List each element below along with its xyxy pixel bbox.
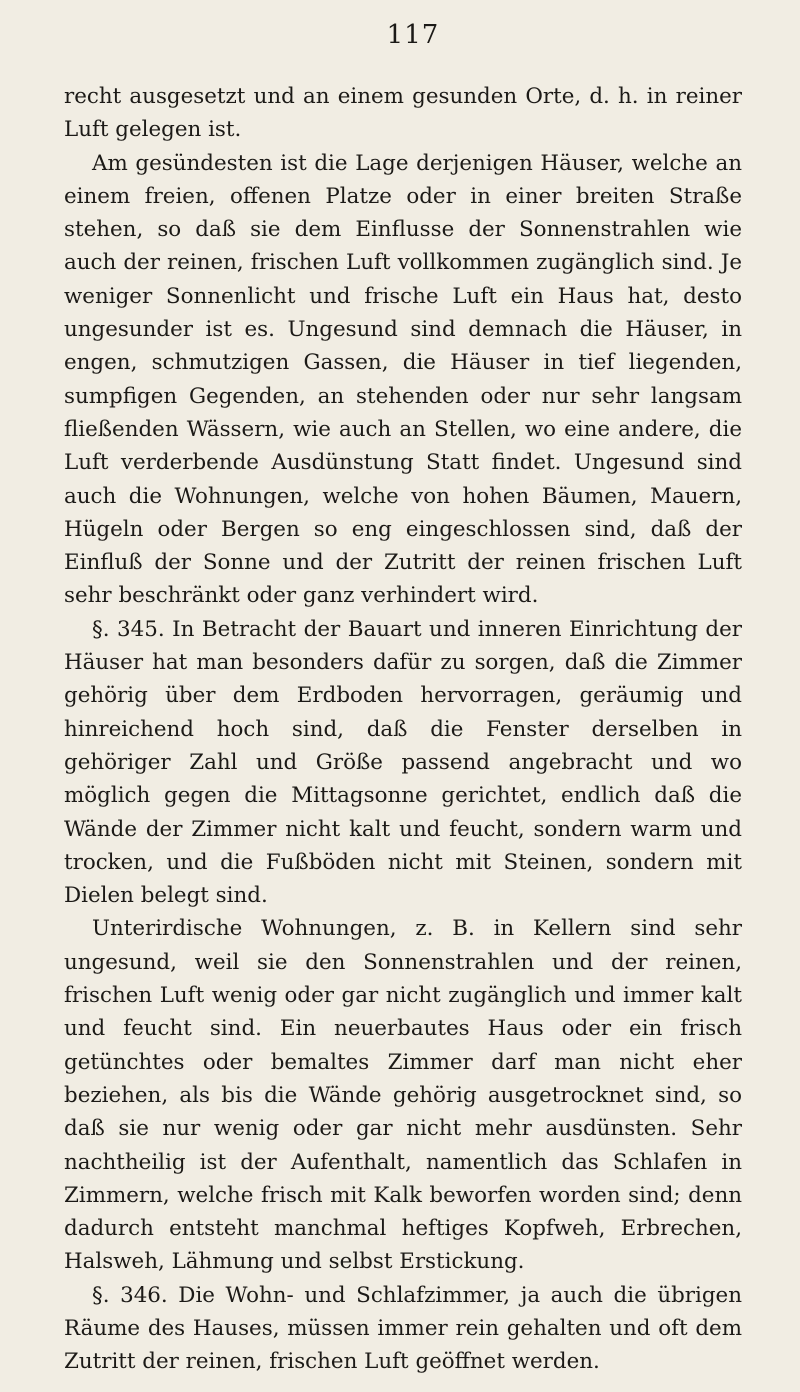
body-text xyxy=(64,80,742,1379)
paragraph-healthy-location: Am gesündesten ist die Lage derjenigen Häuser, welche an einem freien, offenen Platze oder in einer breiten Straße stehen, so daß sie dem Einflusse der Sonnenstrahlen wie auch der reinen, frischen Luft vollkommen zugänglich sind. Je weniger Sonnenlicht und frische Luft ein Haus hat, desto ungesunder ist es. Ungesund sind demnach die Häuser, in engen, schmutzigen Gassen, die Häuser in tief liegenden, sumpfigen Gegenden, an stehenden oder nur sehr langsam fließenden Wässern, wie auch an Stellen, wo eine andere, die Luft verderbende Ausdünstung Statt findet. Ungesund sind auch die Wohnungen, welche von hohen Bäumen, Mauern, Hügeln oder Bergen so eng eingeschlossen sind, daß der Einfluß der Sonne und der Zutritt der reinen frischen Luft sehr beschränkt oder ganz verhindert wird. xyxy=(64,150,742,609)
section-345: §. 345. In Betracht der Bauart und inneren Einrichtung der Häuser hat man besonders dafür zu sorgen, daß die Zimmer gehörig über dem Erdboden hervorragen, geräumig und hinreichend hoch sind, daß die Fenster derselben in gehöriger Zahl und Größe passend angebracht und wo möglich gegen die Mittagsonne gerichtet, endlich daß die Wände der Zimmer nicht kalt und feucht, sondern warm und trocken, und die Fußböden nicht mit Steinen, sondern mit Dielen belegt sind. xyxy=(64,616,742,909)
page-number: 117 xyxy=(386,20,440,50)
paragraph-continuation: recht ausgesetzt und an einem gesunden Orte, d. h. in reiner Luft gelegen ist. xyxy=(64,84,742,143)
section-346: §. 346. Die Wohn- und Schlafzimmer, ja auch die übrigen Räume des Hauses, müssen immer rein gehalten und oft dem Zutritt der reinen, frischen Luft geöffnet werden. xyxy=(64,1282,742,1375)
paragraph-underground-dwellings: Unterirdische Wohnungen, z. B. in Kellern sind sehr ungesund, weil sie den Sonnenstrahlen und der reinen, frischen Luft wenig oder gar nicht zugänglich und immer kalt und feucht sind. Ein neuerbautes Haus oder ein frisch getünchtes oder bemaltes Zimmer darf man nicht eher beziehen, als bis die Wände gehörig ausgetrocknet sind, so daß sie nur wenig oder gar nicht mehr ausdünsten. Sehr nachtheilig ist der Aufenthalt, namentlich das Schlafen in Zimmern, welche frisch mit Kalk beworfen worden sind; denn dadurch entsteht manchmal heftiges Kopfweh, Erbrechen, Halsweh, Lähmung und selbst Erstickung. xyxy=(64,916,742,1275)
